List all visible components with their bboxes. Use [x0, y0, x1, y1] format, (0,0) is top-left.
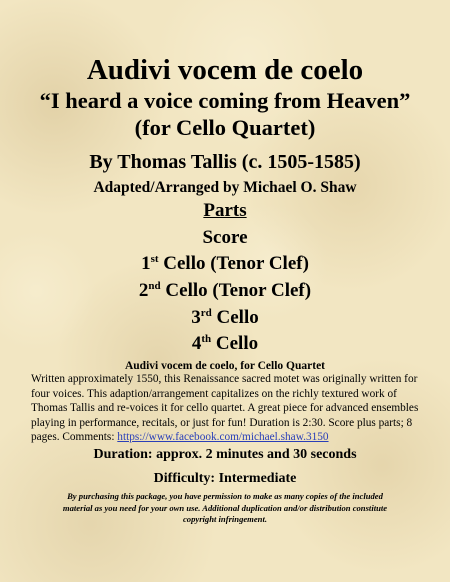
- part-ordinal-suffix: th: [201, 333, 212, 345]
- description-text: Written approximately 1550, this Renaissance sacred motet was originally written for four voices. This adaption/arrangement capitalizes on the richly textured work of Thomas Tallis and re-voices it for cello quartet. A great piece for advanced ensembles playing in performance, recitals, or just for fun! Duration is 2:30. Score plus parts; 8 pages. Comments:: [31, 373, 419, 444]
- piece-title: Audivi vocem de coelo: [86, 54, 364, 86]
- comments-link[interactable]: https://www.facebook.com/michael.shaw.3150: [117, 431, 329, 444]
- part-ordinal: 3: [191, 307, 201, 328]
- copyright-notice: By purchasing this package, you have permission to make as many copies of the included material as you need for your own use. Additional duplication and/or distribution constitute copyright infringement.: [62, 491, 388, 524]
- difficulty-line: Difficulty: Intermediate: [153, 471, 297, 486]
- instrumentation-subtitle: (for Cello Quartet): [134, 115, 316, 140]
- part-label: Cello: [211, 307, 259, 328]
- part-cello-2: [0, 279, 450, 305]
- parts-heading: Parts: [203, 200, 247, 221]
- part-ordinal: 4: [191, 333, 202, 354]
- part-ordinal-suffix: rd: [200, 307, 212, 319]
- duration-line: Duration: approx. 2 minutes and 30 seconds: [93, 447, 357, 462]
- composer-line: By Thomas Tallis (c. 1505-1585): [89, 151, 361, 173]
- part-cello-4: [0, 332, 450, 358]
- part-cello-3: [0, 306, 450, 332]
- part-label: Cello (Tenor Clef): [158, 253, 309, 274]
- part-ordinal-suffix: st: [150, 253, 159, 265]
- description-title: Audivi vocem de coelo, for Cello Quartet: [124, 360, 326, 372]
- description-paragraph: [31, 372, 421, 445]
- part-label: Score: [202, 227, 248, 248]
- part-ordinal-suffix: nd: [148, 280, 161, 292]
- part-label: Cello: [211, 333, 259, 354]
- part-score: [0, 226, 450, 249]
- part-ordinal: 1: [141, 253, 151, 274]
- translated-title: “I heard a voice coming from Heaven”: [39, 88, 411, 113]
- part-label: Cello (Tenor Clef): [160, 280, 312, 301]
- part-cello-1: [0, 252, 450, 278]
- part-ordinal: 2: [138, 280, 149, 301]
- arranger-line: Adapted/Arranged by Michael O. Shaw: [93, 179, 357, 196]
